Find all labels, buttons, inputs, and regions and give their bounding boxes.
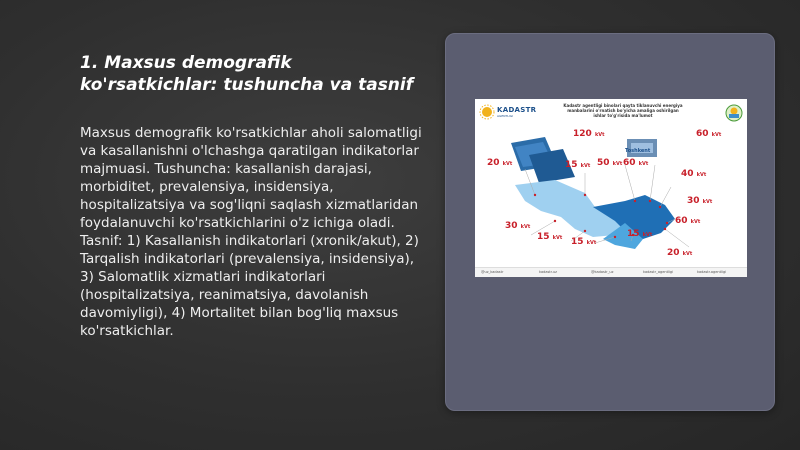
infographic-footer <box>475 267 747 277</box>
kvt-value: 40 kVt <box>681 169 707 179</box>
footer-item: kadastr_agentligi <box>643 270 674 274</box>
kvt-value: 20 kVt <box>667 248 693 258</box>
kvt-value: 15 kVt <box>627 229 653 239</box>
footer-item: kadastr.agentligi <box>697 270 727 274</box>
slide-body: Maxsus demografik ko'rsatkichlar aholi salomatligi va kasallanishni o'lchashga qaratilgan indikatorlar majmuasi. Tushuncha: kasallanish darajasi, morbiditet, prevalensiya, insidensiya, hospitalizatsiya va sog'liqni saqlash xizmatlaridan foydalanuvchi ko'rsatkichlarini o'z ichiga oladi. Tasnif: 1) Kasallanish indikatorlari (xronik/akut), 2) Tarqalish indikatorlari (prevalensiya, insidensiya), 3) Salomatlik xizmatlari indikatorlari (hospitalizatsiya, reanimatsiya, davolanish davomiyligi), 4) Mortalitet bilan bog'liq maxsus ko'rsatkichlar. <box>80 125 422 339</box>
map-graphic <box>475 125 747 267</box>
kvt-value: 60 kVt <box>675 216 701 226</box>
kvt-value: 15 kVt <box>565 160 591 170</box>
footer-item: kadastr.uz <box>539 270 557 274</box>
kvt-value: 120 kVt <box>573 129 605 139</box>
kvt-value: 30 kVt <box>687 196 713 206</box>
footer-item: @uz_kadastr <box>481 270 504 274</box>
sun-logo-icon <box>479 104 495 120</box>
image-panel <box>445 33 775 411</box>
kvt-value: 60 kVt <box>696 129 722 139</box>
infographic-image <box>475 99 747 277</box>
kvt-value: 15 kVt <box>571 237 597 247</box>
slide-title: 1. Maxsus demografik ko'rsatkichlar: tushuncha va tasnif <box>80 53 414 95</box>
logo-text: KADASTR <box>497 106 537 114</box>
city-label: Toshkent <box>625 148 651 154</box>
kvt-value: 15 kVt <box>537 232 563 242</box>
kvt-value: 20 kVt <box>487 158 513 168</box>
logo-subtext: AGENTLIGI <box>497 114 514 118</box>
emblem-icon <box>725 104 743 122</box>
infographic-heading: Kadastr agentligi binolari qayta tiklanuvchi energiya manbalarini o'rnatish bo'yicha amaliga oshirilgan ishlar to'g'risida ma'lumot <box>563 103 683 118</box>
footer-item: @kadastr_uz <box>591 270 614 274</box>
kvt-value: 60 kVt <box>623 158 649 168</box>
kvt-value: 30 kVt <box>505 221 531 231</box>
kvt-value: 50 kVt <box>597 158 623 168</box>
